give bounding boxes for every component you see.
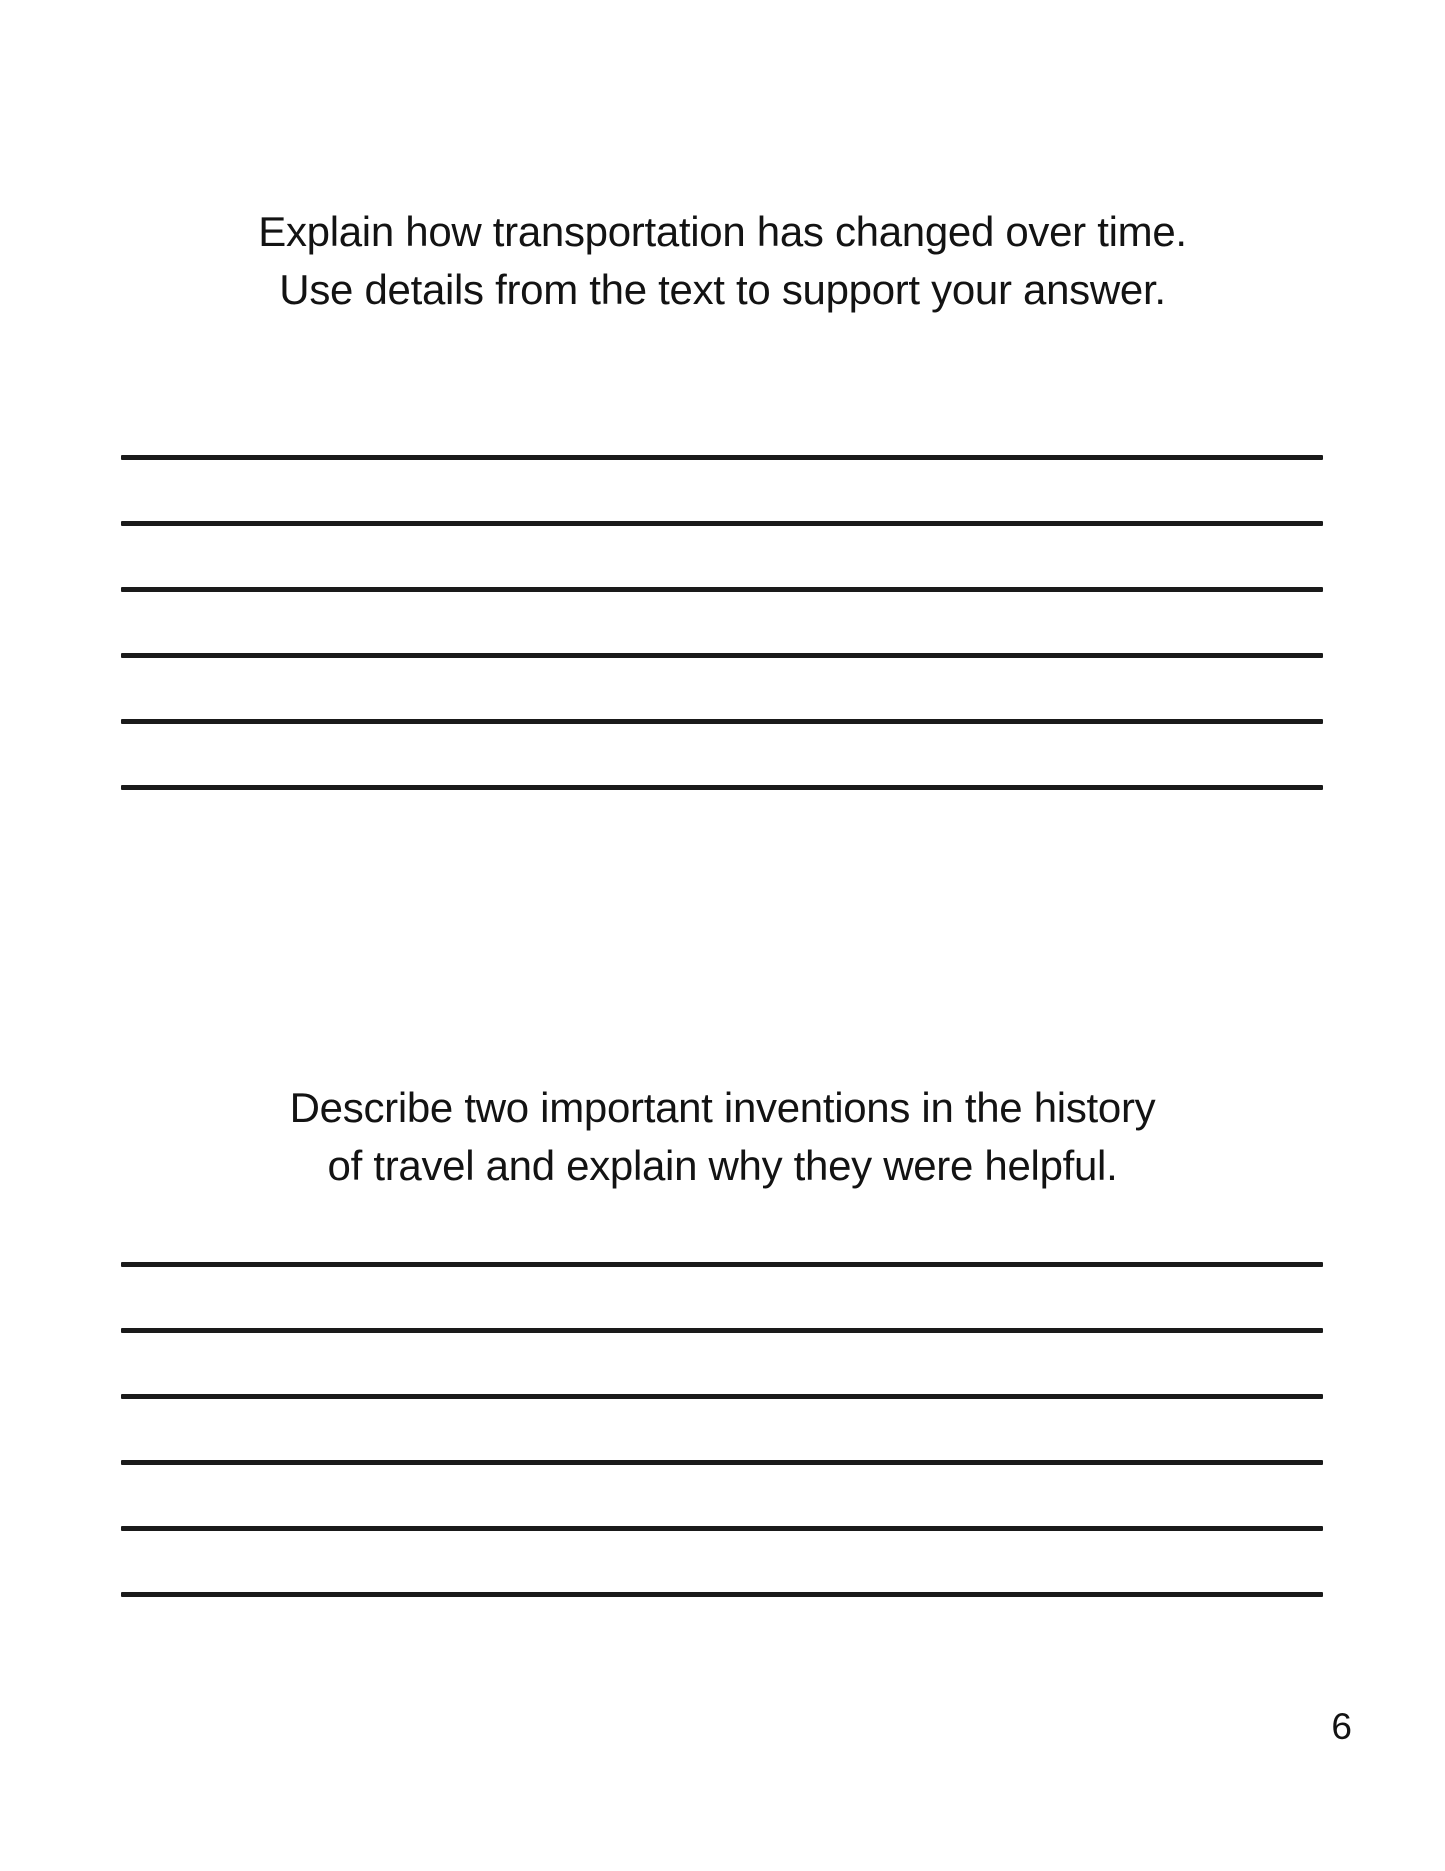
answer-line bbox=[121, 1262, 1323, 1267]
answer-line bbox=[121, 1460, 1323, 1465]
question-1-prompt-line-2: Use details from the text to support your answer. bbox=[279, 266, 1166, 313]
answer-line bbox=[121, 1394, 1323, 1399]
answer-line bbox=[121, 587, 1323, 592]
question-1-prompt-line-1: Explain how transportation has changed over time. bbox=[258, 208, 1187, 255]
question-2-prompt-line-1: Describe two important inventions in the history bbox=[289, 1084, 1156, 1131]
question-1-answer-lines bbox=[121, 455, 1323, 851]
answer-line bbox=[121, 521, 1323, 526]
answer-line bbox=[121, 653, 1323, 658]
answer-line bbox=[121, 719, 1323, 724]
answer-line bbox=[121, 455, 1323, 460]
question-2-prompt-line-2: of travel and explain why they were helpful. bbox=[327, 1142, 1118, 1189]
answer-line bbox=[121, 1592, 1323, 1597]
answer-line bbox=[121, 785, 1323, 790]
answer-line bbox=[121, 1328, 1323, 1333]
question-2-answer-lines bbox=[121, 1262, 1323, 1658]
answer-line bbox=[121, 1526, 1323, 1531]
page-number: 6 bbox=[1331, 1706, 1352, 1747]
question-2-prompt bbox=[0, 1079, 1445, 1195]
question-1-prompt bbox=[0, 203, 1445, 319]
